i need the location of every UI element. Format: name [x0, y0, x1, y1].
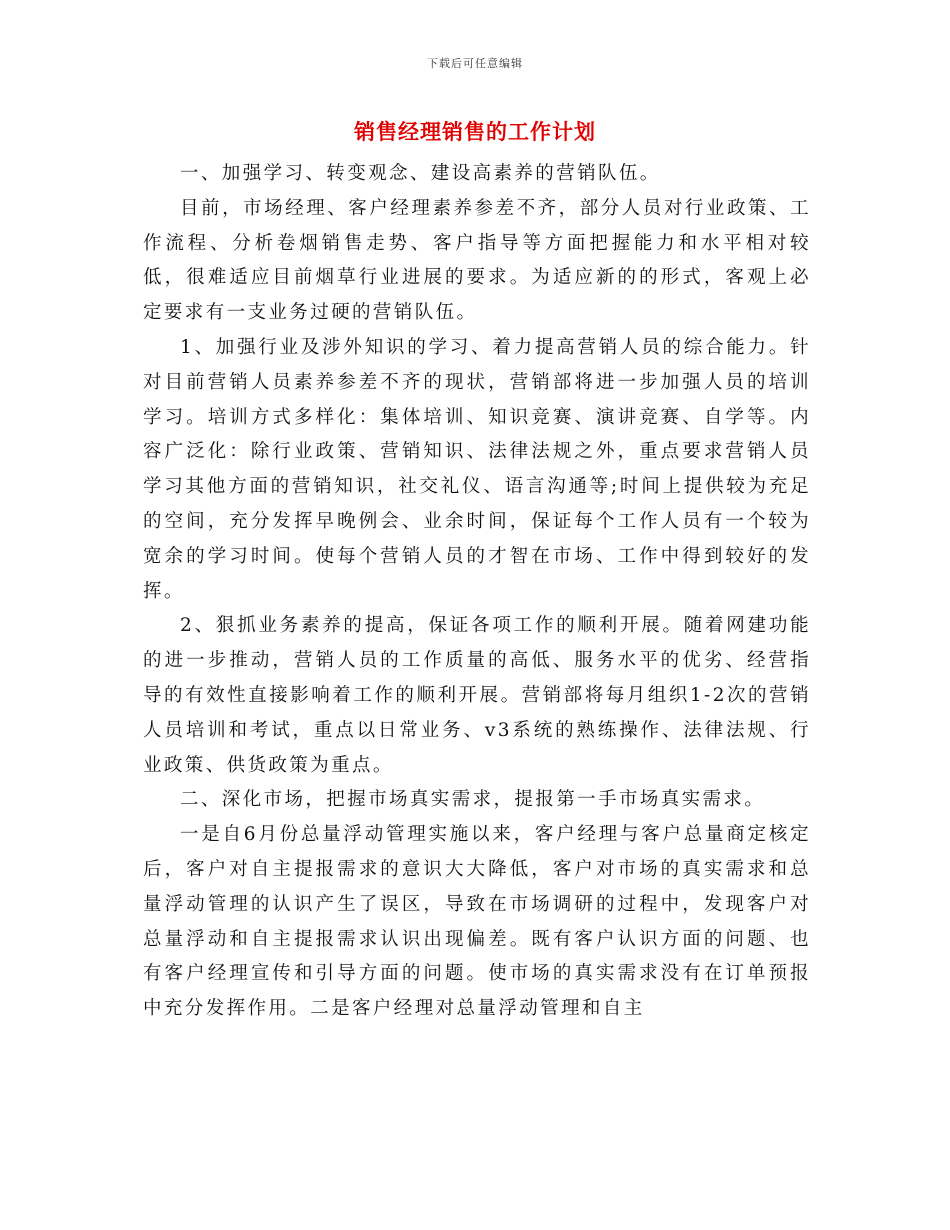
paragraph: 2、狠抓业务素养的提高，保证各项工作的顺利开展。随着网建功能的进一步推动，营销人员的工作质量的高低、服务水平的优劣、经营指导的有效性直接影响着工作的顺利开展。营销部将每月组织1-2次的营销人员培训和考试，重点以日常业务、v3系统的熟练操作、法律法规、行业政策、供货政策为重点。	[143, 615, 811, 776]
heading-section-2: 二、深化市场，把握市场真实需求，提报第一手市场真实需求。	[180, 789, 766, 811]
document-body	[143, 157, 811, 1027]
paragraph: 目前，市场经理、客户经理素养参差不齐，部分人员对行业政策、工作流程、分析卷烟销售走势、客户指导等方面把握能力和水平相对较低，很难适应目前烟草行业进展的要求。为适应新的的形式，客观上必定要求有一支业务过硬的营销队伍。	[143, 197, 811, 324]
header-note: 下载后可任意编辑	[427, 57, 523, 70]
document-title: 销售经理销售的工作计划	[354, 120, 596, 144]
heading-section-1: 一、加强学习、转变观念、建设高素养的营销队伍。	[180, 163, 661, 184]
paragraph: 1、加强行业及涉外知识的学习、着力提高营销人员的综合能力。针对目前营销人员素养参差不齐的现状，营销部将进一步加强人员的培训学习。培训方式多样化：集体培训、知识竞赛、演讲竞赛、自学等。内容广泛化：除行业政策、营销知识、法律法规之外，重点要求营销人员学习其他方面的营销知识，社交礼仪、语言沟通等;时间上提供较为充足的空间，充分发挥早晚例会、业余时间，保证每个工作人员有一个较为宽余的学习时间。使每个营销人员的才智在市场、工作中得到较好的发挥。	[143, 336, 811, 602]
paragraph: 一是自6月份总量浮动管理实施以来，客户经理与客户总量商定核定后，客户对自主提报需求的意识大大降低，客户对市场的真实需求和总量浮动管理的认识产生了误区，导致在市场调研的过程中，发现客户对总量浮动和自主提报需求认识出现偏差。既有客户认识方面的问题、也有客户经理宣传和引导方面的问题。使市场的真实需求没有在订单预报中充分发挥作用。二是客户经理对总量浮动管理和自主	[143, 824, 811, 1020]
